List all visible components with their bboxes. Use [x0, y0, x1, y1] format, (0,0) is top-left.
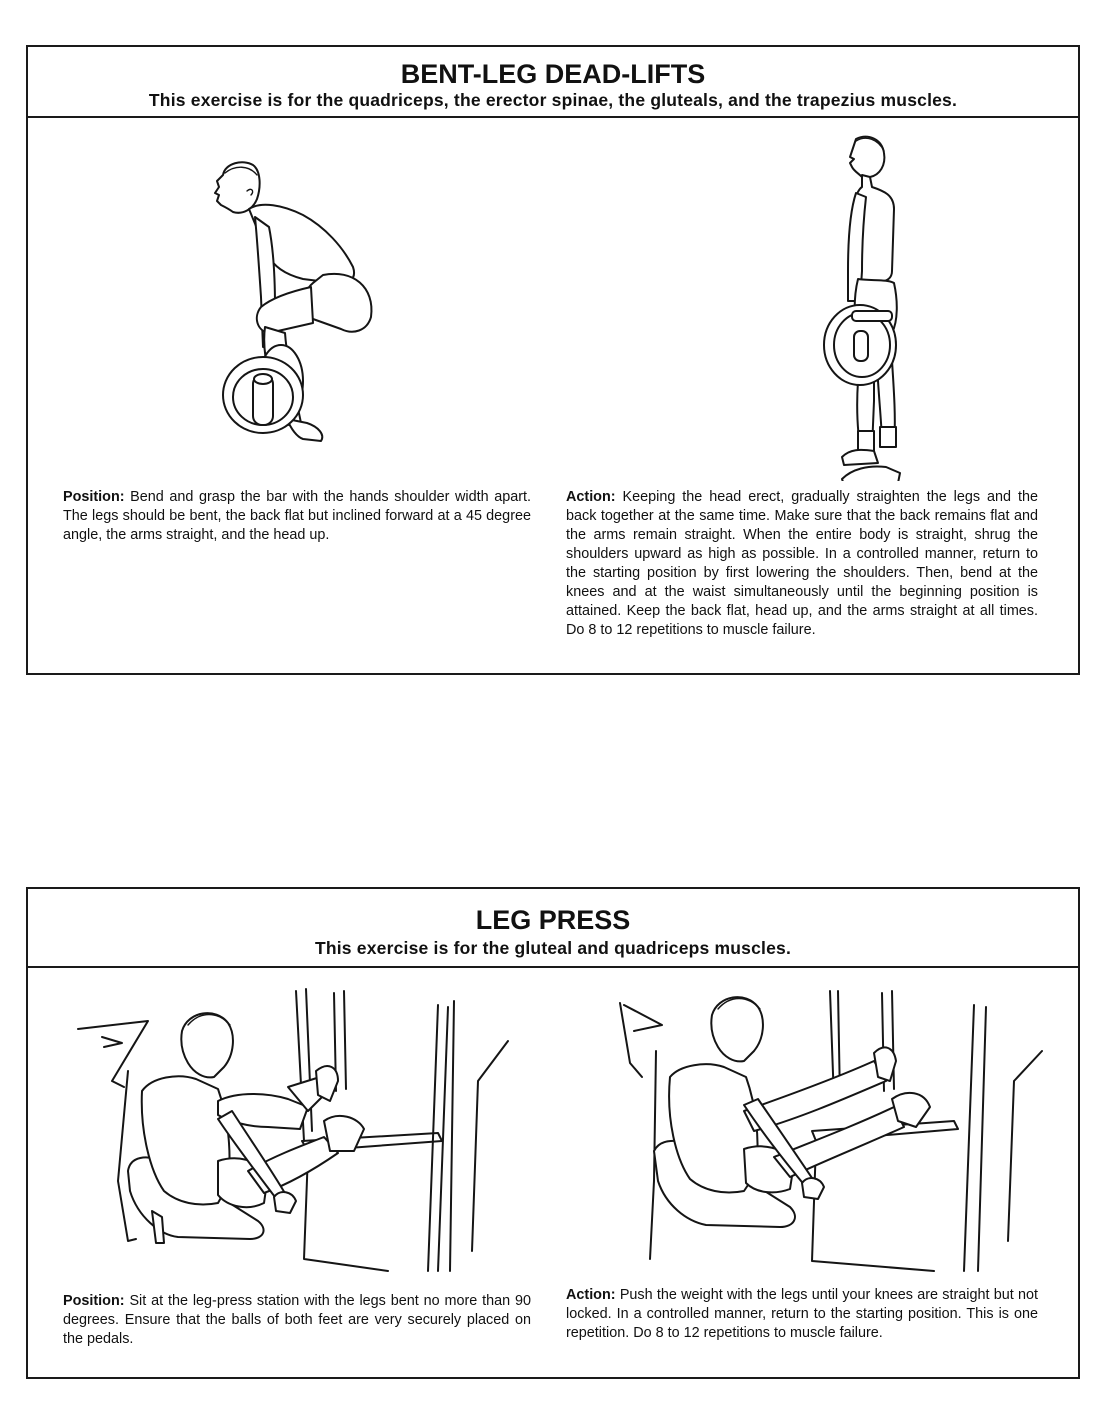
position-label: Position: [63, 489, 125, 505]
exercise-title: LEG PRESS [475, 905, 631, 935]
action-description [566, 1286, 1038, 1343]
action-text: Keeping the head erect, gradually straighten the legs and the back together at the same time. Make sure that the back remains flat and the arms remain straight. When the entire body is straight, shrug the shoulders upward as high as possible. In a controlled manner, return to the starting position by first lowering the shoulders. Then, bend at the knees and at the waist simultaneously until the beginning position is attained. Keep the back flat, head up, and the arms straight at all times. Do 8 to 12 repetitions to muscle failure. [566, 489, 1039, 638]
action-description [566, 488, 1038, 640]
exercise-subtitle: This exercise is for the quadriceps, the erector spinae, the gluteals, and the trapezius muscles. [148, 90, 958, 110]
exercise-header [28, 47, 1078, 118]
exercise-card-leg-press [26, 887, 1080, 1379]
action-label: Action: [566, 489, 616, 505]
deadlift-finish-figure [798, 131, 918, 481]
position-label: Position: [63, 1293, 125, 1309]
position-description [63, 1292, 531, 1349]
exercise-subtitle: This exercise is for the gluteal and quadriceps muscles. [314, 938, 792, 958]
leg-press-start-figure [68, 981, 528, 1281]
exercise-header [28, 889, 1078, 968]
action-label: Action: [566, 1287, 616, 1303]
position-text: Bend and grasp the bar with the hands shoulder width apart. The legs should be bent, the back flat but inclined forward at a 45 degree angle, the arms straight, and the head up. [63, 489, 531, 543]
leg-press-finish-figure [594, 981, 1054, 1281]
position-text: Sit at the leg-press station with the legs bent no more than 90 degrees. Ensure that the balls of both feet are very securely placed on the pedals. [63, 1293, 531, 1347]
exercise-title: BENT-LEG DEAD-LIFTS [400, 59, 706, 89]
position-description [63, 488, 531, 545]
deadlift-start-figure [203, 157, 383, 457]
exercise-card-deadlift [26, 45, 1080, 675]
action-text: Push the weight with the legs until your knees are straight but not locked. In a controlled manner, return to the starting position. This is one repetition. Do 8 to 12 repetitions to muscle failure. [566, 1287, 1038, 1341]
